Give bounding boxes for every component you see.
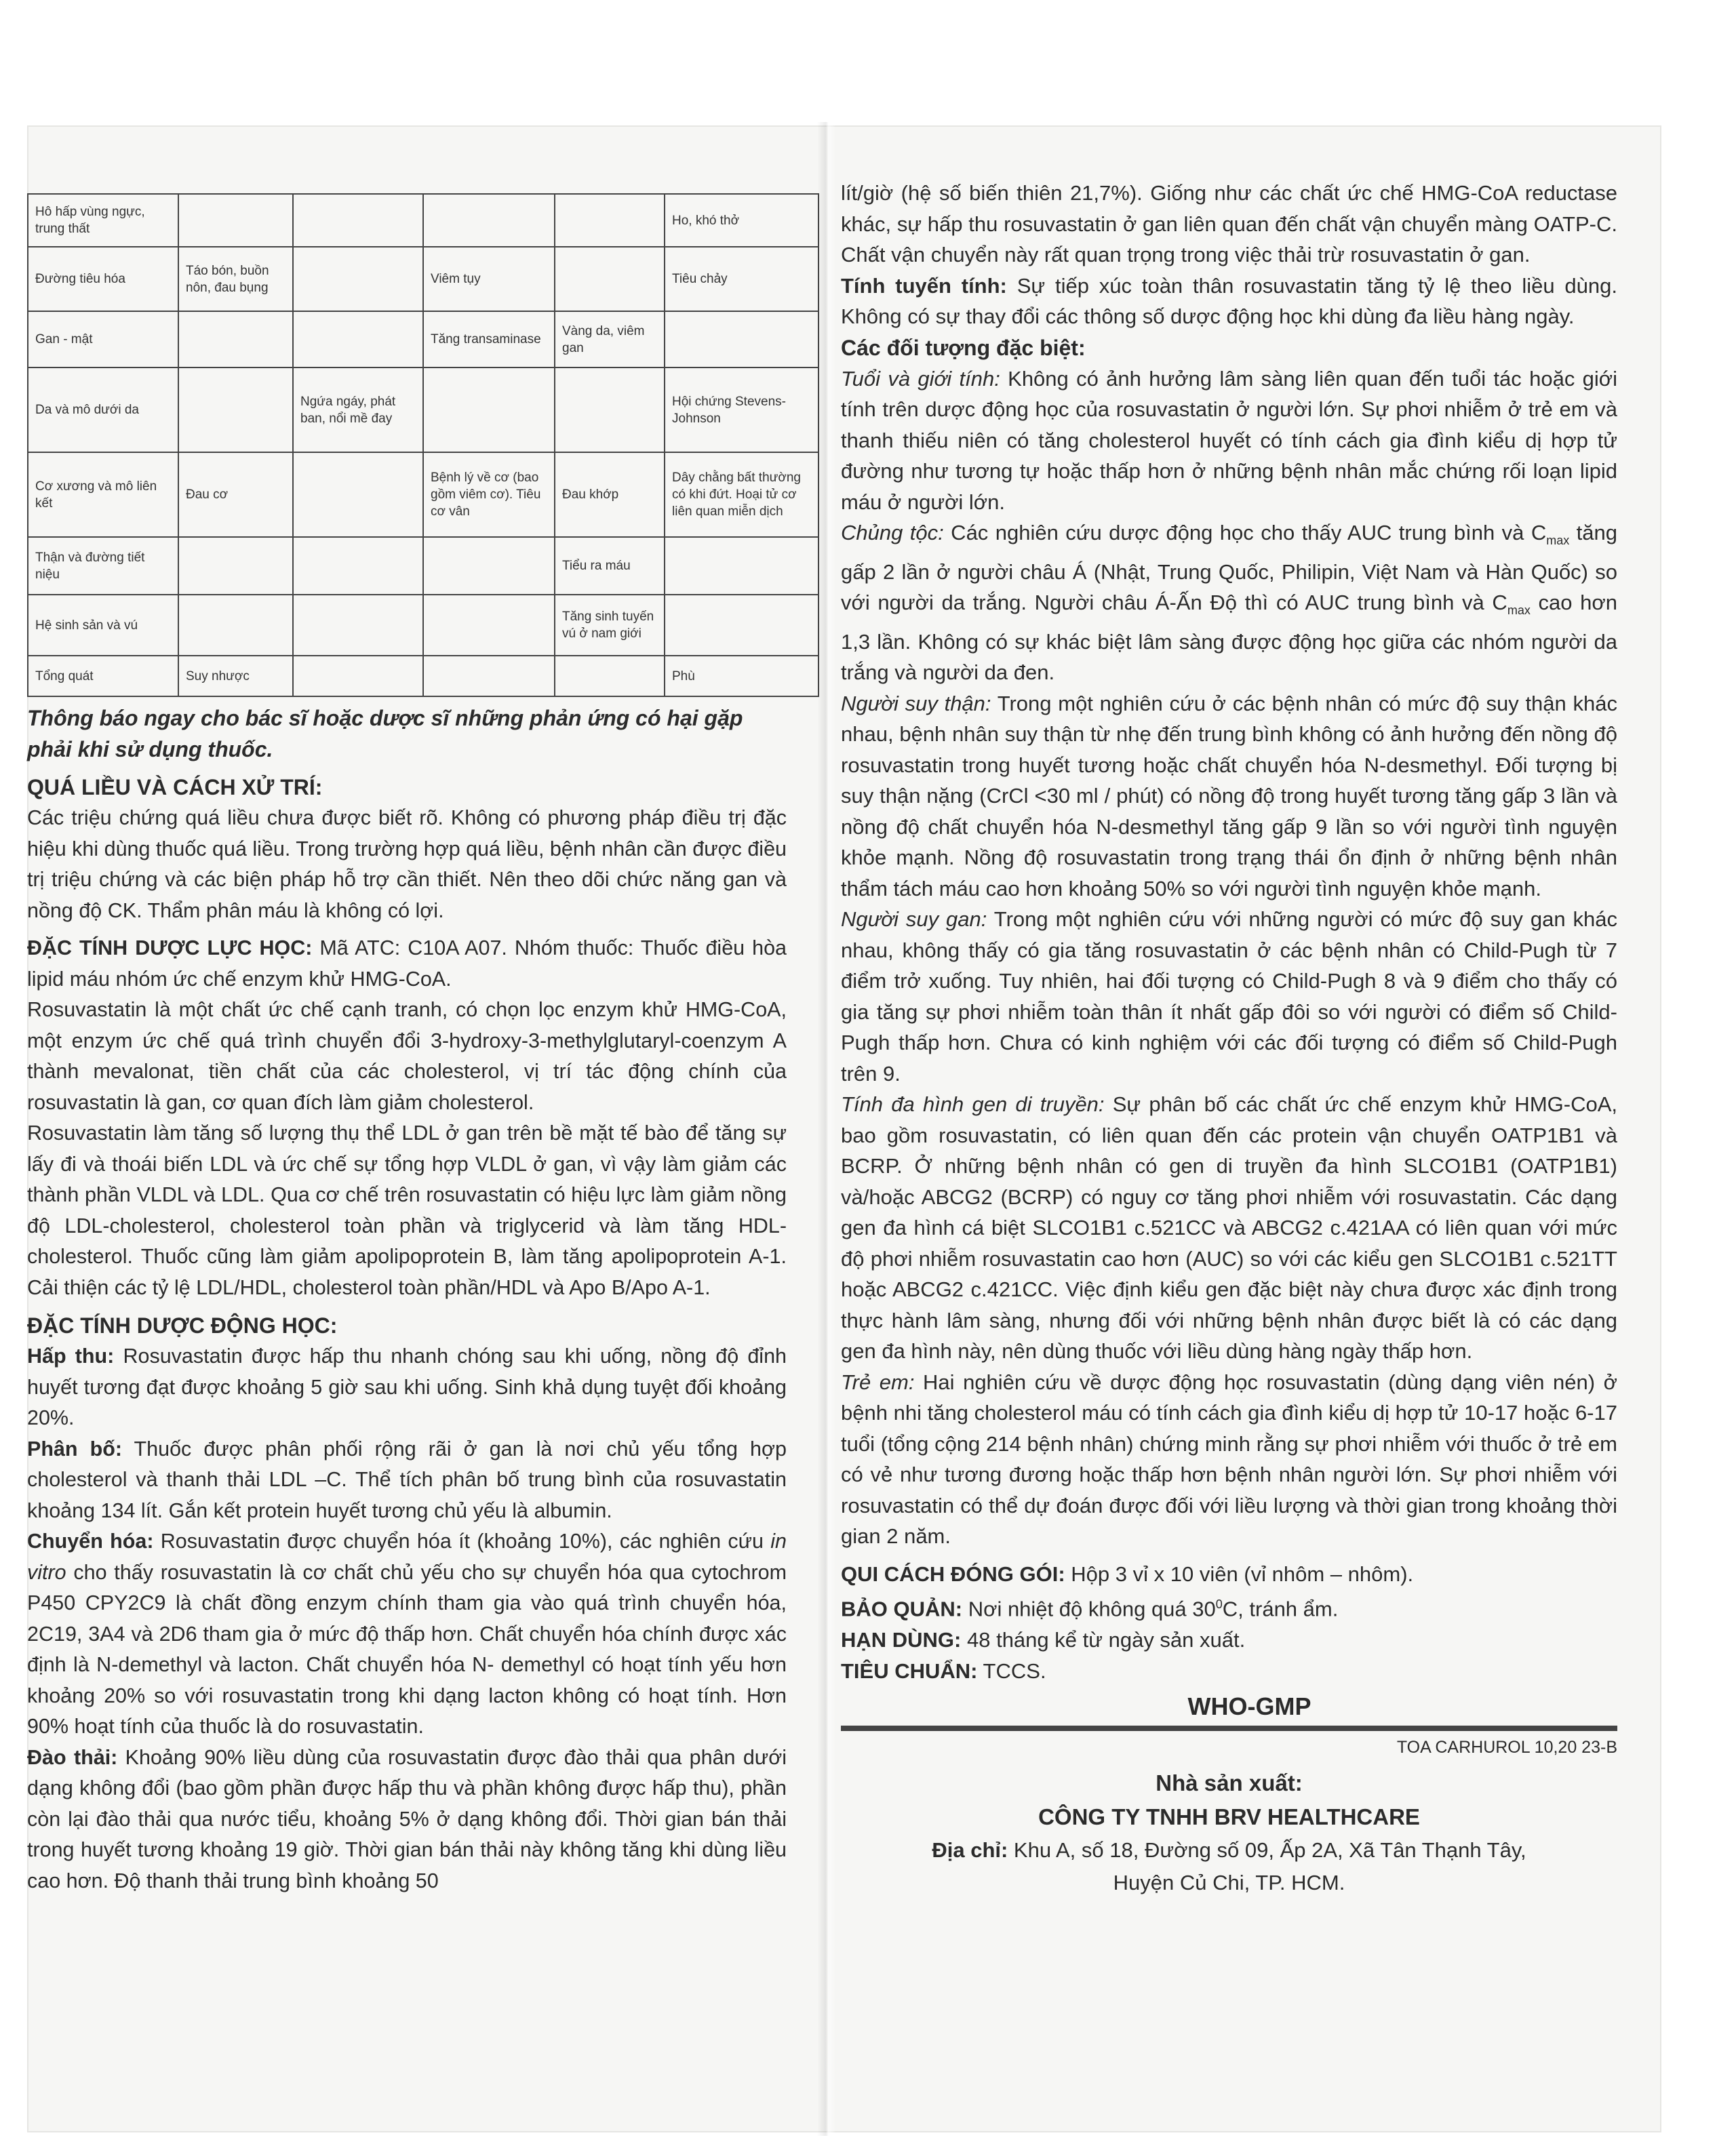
cmax-subscript: max [1507,603,1531,618]
packaging-line [841,1559,1617,1590]
table-cell [293,452,423,537]
elimination-paragraph [27,1743,787,1897]
metabolism-label: Chuyển hóa: [27,1530,154,1553]
table-cell [423,194,555,247]
overdose-text: Các triệu chứng quá liều chưa được biết rõ. Không có phương pháp điều trị đặc hiệu khi dùng thuốc quá liều. Trong trường hợp quá liều, bệnh nhân cần được điều trị triệu chứng và các biện pháp hỗ trợ cần thiết. Nên theo dõi chức năng gan và nồng độ CK. Thẩm phân máu là không có lợi. [27,806,787,922]
packaging-label: QUI CÁCH ĐÓNG GÓI: [841,1562,1065,1586]
who-gmp-mark: WHO-GMP [1187,1692,1311,1721]
pharmacodynamics-paragraph [27,933,787,995]
table-cell: Cơ xương và mô liên kết [28,452,178,537]
race-text-cont: tăng gấp 2 lần ở người châu Á (Nhật, Trung Quốc, Philipin, Việt Nam và Hàn Quốc) so với người da trắng. Người châu Á-Ấn Độ thì có AUC trung bình và C [841,521,1617,615]
table-cell [423,656,555,696]
genetic-polymorphism-label: Tính đa hình gen di truyền: [841,1092,1105,1117]
metabolism-text: Rosuvastatin được chuyển hóa ít (khoảng 10%), các nghiên cứu [153,1530,771,1553]
special-populations-heading: Các đối tượng đặc biệt: [841,335,1086,360]
table-cell [423,595,555,656]
table-cell: Đau khớp [555,452,665,537]
storage-text-end: C, tránh ẩm. [1222,1597,1339,1621]
table-cell: Viêm tụy [423,247,555,311]
clearance-continued: lít/giờ (hệ số biến thiên 21,7%). Giống như các chất ức chế HMG-CoA reductase khác, sự hấp thu rosuvastatin ở gan liên quan đến chất vận chuyển màng OATP-C. Chất vận chuyển này rất quan trọng trong việc thải trừ rosuvastatin ở gan. [841,181,1617,266]
absorption-text: Rosuvastatin được hấp thu nhanh chóng sau khi uống, nồng độ đỉnh huyết tương đạt được khoảng 5 giờ sau khi uống. Sinh khả dụng tuyệt đối khoảng 20%. [27,1345,787,1429]
standard-line [841,1656,1617,1687]
renal-impairment-text: Trong một nghiên cứu ở các bệnh nhân có mức độ suy thận khác nhau, bệnh nhân suy thận từ nhẹ đến trung bình không có ảnh hưởng đến nồng độ rosuvastatin trong huyết tương hoặc chất chuyển hóa N-desmethyl. Đối tượng bị suy thận nặng (CrCl <30 ml / phút) có nồng độ trong huyết tương tăng gấp 3 lần và nồng độ chất chuyển hóa N-desmethyl tăng gấp 9 lần so với người tình nguyện khỏe mạnh. Nồng độ rosuvastatin trong trạng thái ổn định ở những bệnh nhân thẩm tách máu cao hơn khoảng 50% so với người tình nguyện khỏe mạnh. [841,691,1617,900]
storage-line [841,1589,1617,1625]
table-cell [178,194,293,247]
distribution-paragraph [27,1434,787,1527]
table-cell [555,656,665,696]
cmax-subscript: max [1546,534,1570,548]
table-cell [293,194,423,247]
table-row [28,537,818,595]
table-cell [293,247,423,311]
table-cell: Suy nhược [178,656,293,696]
adverse-reaction-warning: Thông báo ngay cho bác sĩ hoặc dược sĩ những phản ứng có hại gặp phải khi sử dụng thuốc. [27,706,743,761]
genetic-polymorphism-text: Sự phân bố các chất ức chế enzym khử HMG-CoA, bao gồm rosuvastatin, có liên quan đến các protein vận chuyển OATP1B1 và BCRP. Ở những bệnh nhân có gen di truyền đa hình SLCO1B1 (OATP1B1) và/hoặc ABCG2 (BCRP) có nguy cơ tăng phơi nhiễm với rosuvastatin. Các dạng gen đa hình cá biệt SLCO1B1 c.521CC và ABCG2 c.421AA có liên quan với mức độ phơi nhiễm rosuvastatin cao hơn (AUC) so với các kiểu gen SLCO1B1 c.521TT hoặc ABCG2 c.421CC. Việc định kiểu gen đặc biệt này chưa được xác định trong thực hành lâm sàng, nhưng đối với những bệnh nhân được biết là có các dạng gen đa hình này, nên dùng thuốc với liều dùng hàng ngày thấp hơn. [841,1092,1617,1364]
table-cell [555,247,665,311]
table-row [28,595,818,656]
table-cell [555,194,665,247]
table-cell [423,367,555,452]
table-cell [178,311,293,367]
expiry-label: HẠN DÙNG: [841,1628,962,1652]
expiry-text: 48 tháng kể từ ngày sản xuất. [961,1628,1246,1652]
race-label: Chủng tộc: [841,521,944,544]
table-cell: Ho, khó thở [665,194,818,247]
address-line-2: Huyện Củ Chi, TP. HCM. [1113,1871,1345,1895]
linearity-paragraph [841,271,1617,332]
age-gender-paragraph [841,363,1617,518]
metabolism-paragraph [27,1526,787,1743]
pharmacodynamics-text-1: Rosuvastatin là một chất ức chế cạnh tranh, có chọn lọc enzym khử HMG-CoA, một enzym ức chế quá trình chuyển đổi 3-hydroxy-3-methylglutaryl-coenzym A thành mevalonat, tiền chất của các cholesterol, vị trí tác động chính của rosuvastatin là gan, cơ quan đích làm giảm cholesterol. [27,998,787,1114]
table-cell: Táo bón, buồn nôn, đau bụng [178,247,293,311]
table-cell: Tăng sinh tuyến vú ở nam giới [555,595,665,656]
table-cell: Gan - mật [28,311,178,367]
right-column [841,178,1617,1899]
race-text: Các nghiên cứu dược động học cho thấy AUC trung bình và C [943,521,1547,544]
overdose-heading: QUÁ LIỀU VÀ CÁCH XỬ TRÍ: [27,775,323,799]
table-cell: Thận và đường tiết niệu [28,537,178,595]
address-label: Địa chỉ: [932,1838,1008,1863]
table-cell: Hô hấp vùng ngực, trung thất [28,194,178,247]
in-vitro-term: in vitro [27,1530,787,1584]
table-cell: Tiểu ra máu [555,537,665,595]
address-text: Khu A, số 18, Đường số 09, Ấp 2A, Xã Tân Thạnh Tây, [1008,1838,1526,1863]
race-text-end: cao hơn 1,3 lần. Không có sự khác biệt lâm sàng được động học giữa các nhóm người da trắng và người da đen. [841,591,1617,685]
standard-text: TCCS. [977,1658,1046,1683]
standard-label: TIÊU CHUẨN: [841,1658,978,1683]
table-cell: Đau cơ [178,452,293,537]
race-paragraph [841,517,1617,688]
elimination-text: Khoảng 90% liều dùng của rosuvastatin được đào thải qua phân dưới dạng không đổi (bao gồm phần được hấp thu và phần không được hấp thu), phần còn lại đào thải qua nước tiểu, khoảng 5% ở dạng không đổi. Thời gian bán thải trong huyết tương khoảng 19 giờ. Thời gian bán thải này không tăng khi dùng liều cao hơn. Độ thanh thải trung bình khoảng 50 [27,1745,787,1892]
age-gender-text: Không có ảnh hưởng lâm sàng liên quan đến tuổi tác hoặc giới tính trên dược động học của rosuvastatin ở người lớn. Sự phơi nhiễm ở trẻ em và thanh thiếu niên có tăng cholesterol huyết có tính cách gia đình kiểu dị hợp tử đường như tương tự hoặc thấp hơn ở những bệnh nhân mắc chứng rối loạn lipid máu ở người lớn. [841,366,1617,514]
absorption-paragraph [27,1341,787,1434]
table-cell [423,537,555,595]
renal-impairment-paragraph [841,688,1617,905]
distribution-label: Phân bố: [27,1437,123,1461]
linearity-text: Sự tiếp xúc toàn thân rosuvastatin tăng tỷ lệ theo liều dùng. Không có sự thay đổi các thông số dược động học khi dùng đa liều hàng ngày. [841,273,1617,328]
table-cell: Ngứa ngáy, phát ban, nổi mề đay [293,367,423,452]
table-cell: Da và mô dưới da [28,367,178,452]
address-line-1 [841,1834,1617,1867]
absorption-label: Hấp thu: [27,1345,115,1368]
age-gender-label: Tuổi và giới tính: [841,366,1000,391]
table-cell: Hội chứng Stevens-Johnson [665,367,818,452]
expiry-line [841,1625,1617,1656]
table-cell [293,537,423,595]
degree-superscript: 0 [1215,1597,1223,1612]
metabolism-text-cont: cho thấy rosuvastatin là cơ chất chủ yếu cho sự chuyển hóa qua cytochrom P450 CPY2C9 là chất đồng enzym chính tham gia vào quá trình chuyển hóa, 2C19, 3A4 và 2D6 tham gia ở mức độ thấp hơn. Chất chuyển hóa chính được xác định là N-demethyl và lacton. Chất chuyển hóa N- demethyl có hoạt tính yếu hơn khoảng 20% so với rosuvastatin trong khi dạng lacton không có hoạt tính. Hơn 90% hoạt tính của thuốc là do rosuvastatin. [27,1560,787,1738]
hepatic-impairment-text: Trong một nghiên cứu với những người có mức độ suy gan khác nhau, không thấy có gia tăng rosuvastatin ở các bệnh nhân có Child-Pugh từ 7 điểm trở xuống. Tuy nhiên, hai đối tượng có Child-Pugh 8 và 9 điểm cho thấy có gia tăng sự phơi nhiễm toàn thân ít nhất gấp đôi so với người có điểm số Child-Pugh thấp hơn. Chưa có kinh nghiệm với các đối tượng có điểm số Child-Pugh trên 9. [841,907,1618,1086]
table-cell [665,595,818,656]
pediatric-paragraph [841,1367,1617,1552]
table-cell: Dây chằng bất thường có khi đứt. Hoại tử cơ liên quan miễn dịch [665,452,818,537]
distribution-text: Thuốc được phân phối rộng rãi ở gan là nơi chủ yếu tổng hợp cholesterol và thanh thải LDL –C. Thể tích phân bố trung bình của rosuvastatin khoảng 134 lít. Gắn kết protein huyết tương chủ yếu là albumin. [27,1437,787,1522]
manufacturer-name: CÔNG TY TNHH BRV HEALTHCARE [1038,1804,1420,1830]
leaflet-code: TOA CARHUROL 10,20 23-B [1396,1738,1617,1757]
table-row [28,367,818,452]
packaging-text: Hộp 3 vỉ x 10 viên (vỉ nhôm – nhôm). [1065,1562,1414,1586]
hepatic-impairment-paragraph [841,904,1617,1089]
table-cell: Phù [665,656,818,696]
pharmacodynamics-heading: ĐẶC TÍNH DƯỢC LỰC HỌC: [27,936,313,959]
linearity-label: Tính tuyến tính: [841,273,1007,298]
table-cell [178,537,293,595]
table-cell: Vàng da, viêm gan [555,311,665,367]
table-cell [293,595,423,656]
pediatric-label: Trẻ em: [841,1370,915,1394]
table-cell: Hệ sinh sản và vú [28,595,178,656]
table-row [28,656,818,696]
table-cell [665,311,818,367]
table-cell [178,595,293,656]
table-row [28,452,818,537]
table-row [28,311,818,367]
elimination-label: Đào thải: [27,1745,118,1769]
left-column [27,193,801,1896]
divider-rule [841,1726,1617,1731]
pharmacodynamics-text-2: Rosuvastatin làm tăng số lượng thụ thể LDL ở gan trên bề mặt tế bào để tăng sự lấy đi và thoái biến LDL và ức chế sự tổng hợp VLDL ở gan, vì vậy làm giảm các thành phần VLDL và LDL. Qua cơ chế trên rosuvastatin có hiệu lực làm giảm nồng độ LDL-cholesterol, cholesterol toàn phần và triglycerid và làm tăng HDL-cholesterol. Thuốc cũng làm giảm apolipoprotein B, làm tăng apolipoprotein A-1. Cải thiện các tỷ lệ LDL/HDL, cholesterol toàn phần/HDL và Apo B/Apo A-1. [27,1121,787,1299]
table-cell [293,311,423,367]
table-cell [178,367,293,452]
pharmacodynamics-intro: Mã ATC: C10A A07. Nhóm thuốc: Thuốc điều hòa lipid máu nhóm ức chế enzym khử HMG-CoA. [27,936,787,991]
pharmacokinetics-heading: ĐẶC TÍNH DƯỢC ĐỘNG HỌC: [27,1313,338,1338]
table-cell [665,537,818,595]
table-row [28,194,818,247]
storage-text: Nơi nhiệt độ không quá 30 [962,1597,1216,1621]
adverse-reactions-table [27,193,819,697]
table-cell [555,367,665,452]
table-cell: Đường tiêu hóa [28,247,178,311]
paper-fold [817,122,836,2136]
table-cell: Tổng quát [28,656,178,696]
table-cell: Bệnh lý về cơ (bao gồm viêm cơ). Tiêu cơ vân [423,452,555,537]
table-cell [293,656,423,696]
table-row [28,247,818,311]
manufacturer-label: Nhà sản xuất: [1156,1770,1303,1796]
renal-impairment-label: Người suy thận: [841,691,991,715]
table-cell: Tiêu chảy [665,247,818,311]
genetic-polymorphism-paragraph [841,1089,1617,1367]
storage-label: BẢO QUẢN: [841,1597,963,1621]
pediatric-text: Hai nghiên cứu về dược động học rosuvastatin (dùng dạng viên nén) ở bệnh nhi tăng cholesterol máu có tính cách gia đình kiểu dị hợp tử 10-17 hoặc 6-17 tuổi (tổng cộng 214 bệnh nhân) chứng minh rằng sự phơi nhiễm với thuốc ở trẻ em có vẻ như tương đương hoặc thấp hơn bệnh nhân người lớn. Sự phơi nhiễm với rosuvastatin có thể dự đoán được đối với liều lượng và thời gian trong khoảng thời gian 2 năm. [841,1370,1617,1549]
table-cell: Tăng transaminase [423,311,555,367]
hepatic-impairment-label: Người suy gan: [841,907,987,932]
